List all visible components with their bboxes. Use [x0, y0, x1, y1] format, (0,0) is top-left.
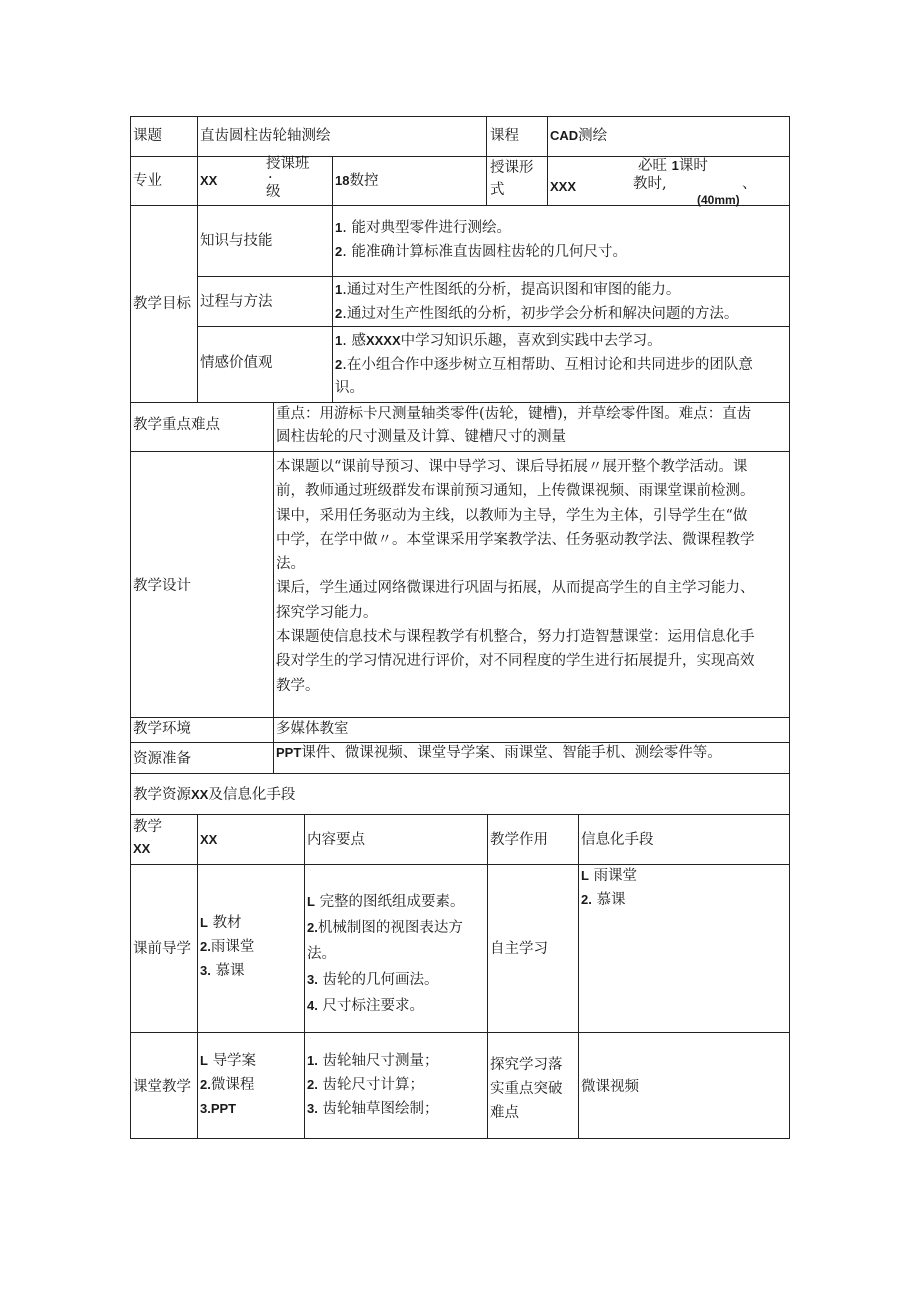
- design-text: [276, 455, 755, 698]
- list-item: L 导学案: [200, 1053, 257, 1069]
- col-header-stage: 教学 XX: [133, 819, 162, 856]
- key-points-text: [276, 403, 751, 449]
- list-item: 2.微课程: [200, 1077, 255, 1093]
- row1-content: [307, 889, 465, 1019]
- row2-stage: 课堂教学: [133, 1079, 191, 1095]
- emotion-item-2: 2.在小组合作中逐步树立互相帮助、互相讨论和共同进步的团队意: [335, 357, 753, 373]
- col-header-role: 教学作用: [490, 832, 548, 848]
- list-item: 3. 齿轮的几何画法。: [307, 972, 439, 988]
- class-label-dot: ·: [268, 170, 273, 186]
- design-label: 教学设计: [133, 578, 191, 594]
- knowledge-label: 知识与技能: [200, 233, 273, 249]
- environment-value: 多媒体教室: [276, 721, 349, 737]
- course-code: CAD: [550, 128, 579, 143]
- design-line: 本课题以“课前导预习、课中导学习、课后导拓展〃展开整个教学活动。课: [276, 459, 748, 475]
- col-header-materials: XX: [200, 832, 218, 847]
- resources-prep-label: 资源准备: [133, 751, 191, 767]
- process-label: 过程与方法: [200, 294, 273, 310]
- emotion-label: 情感价值观: [200, 355, 273, 371]
- class-label-line1: 授课班: [266, 156, 310, 172]
- row1-materials: [200, 911, 254, 983]
- list-item: L 完整的图纸组成要素。: [307, 894, 465, 910]
- environment-label: 教学环境: [133, 721, 191, 737]
- list-item: 1. 齿轮轴尺寸测量；: [307, 1053, 439, 1069]
- list-item: L 雨课堂: [581, 868, 638, 884]
- form-label: [490, 157, 534, 201]
- course-value: [550, 125, 607, 147]
- class-value-num: 18: [335, 173, 350, 188]
- form-value: XXX: [550, 179, 577, 194]
- knowledge-item-1: 1. 能对典型零件进行测绘。: [335, 220, 511, 236]
- row1-stage: 课前导学: [133, 941, 191, 957]
- objectives-label: 教学目标: [133, 296, 191, 312]
- list-item: 3. 齿轮轴草图绘制；: [307, 1101, 439, 1117]
- class-label-line2: 级: [266, 184, 281, 200]
- topic-label: 课题: [133, 128, 162, 144]
- hours-a: 必旺: [638, 158, 667, 174]
- resources-prep-code: PPT: [276, 745, 302, 760]
- design-line: 教学。: [276, 677, 320, 694]
- design-line: 法。: [276, 556, 305, 573]
- hours-b: 课时: [678, 158, 708, 174]
- design-line: 探究学习能力。: [276, 604, 378, 621]
- class-value-text: 数控: [349, 173, 379, 189]
- form-label-line1: 授课形: [490, 160, 534, 176]
- hours-line1: [638, 156, 708, 176]
- major-label: 专业: [133, 173, 162, 189]
- resources-section-title: 教学资源XX及信息化手段: [133, 787, 296, 803]
- list-item: 法。: [307, 946, 336, 962]
- resources-prep-value: [276, 742, 722, 764]
- design-line: 段对学生的学习情况进行评价，对不同程度的学生进行拓展提升，实现高效: [276, 653, 755, 670]
- course-text: 测绘: [578, 128, 608, 144]
- process-item-1: 1.通过对生产性图纸的分析，提高识图和审图的能力。: [335, 282, 681, 298]
- emotion-item-1: 1. 感XXXX中学习知识乐趣，喜欢到实践中去学习。: [335, 333, 662, 349]
- list-item: 2. 慕课: [581, 892, 626, 908]
- resources-prep-text: 课件、微课视频、课堂导学案、雨课堂、智能手机、测绘零件等。: [301, 745, 722, 761]
- class-label: [266, 156, 310, 200]
- emotion-items: [335, 329, 753, 400]
- list-item: 2.雨课堂: [200, 939, 255, 955]
- key-points-line-2: 圆柱齿轮的尺寸测量及计算、键槽尺寸的测量: [276, 429, 566, 445]
- col-header-content: 内容要点: [307, 832, 365, 848]
- row2-materials: [200, 1049, 256, 1121]
- row1-role: 自主学习: [490, 941, 548, 957]
- knowledge-item-2: 2. 能准确计算标准直齿圆柱齿轮的几何尺寸。: [335, 244, 627, 260]
- process-item-2: 2.通过对生产性图纸的分析，初步学会分析和解决问题的方法。: [335, 306, 739, 322]
- hours-comma: 、: [742, 176, 757, 192]
- key-points-label: 教学重点难点: [133, 417, 220, 433]
- knowledge-items: [335, 216, 627, 264]
- hours-line2: 教时,: [633, 176, 667, 192]
- col-header-info: 信息化手段: [581, 832, 654, 848]
- design-line: 本课题使信息技术与课程教学有机整合，努力打造智慧课堂：运用信息化手: [276, 629, 755, 646]
- major-value: XX: [200, 173, 218, 188]
- topic-value: 直齿圆柱齿轮轴测绘: [200, 128, 331, 144]
- key-points-line-1: 重点：用游标卡尺测量轴类零件(齿轮，键槽)，并草绘零件图。难点：直齿: [276, 406, 752, 422]
- process-items: [335, 278, 738, 326]
- design-line: 课后，学生通过网络微课进行巩固与拓展，从而提高学生的自主学习能力、: [276, 580, 755, 597]
- course-label: 课程: [490, 128, 519, 144]
- row2-content: [307, 1049, 438, 1121]
- list-item: 2.机械制图的视图表达方: [307, 920, 463, 936]
- hours-line3: (40mm): [697, 193, 740, 207]
- class-value: [335, 170, 378, 192]
- list-item: 3. 慕课: [200, 963, 245, 979]
- row1-info: [581, 864, 637, 912]
- hours-num: 1: [671, 158, 679, 173]
- row2-info: 微课视频: [581, 1079, 639, 1095]
- row2-role: 探究学习落 实重点突破 难点: [490, 1057, 563, 1121]
- design-line: 前，教师通过班级群发布课前预习通知，上传微课视频、雨课堂课前检测。: [276, 483, 755, 500]
- list-item: L 教材: [200, 915, 242, 931]
- form-label-line2: 式: [490, 182, 505, 198]
- design-line: 课中，采用任务驱动为主线，以教师为主导，学生为主体，引导学生在“做: [276, 507, 748, 524]
- design-line: 中学，在学中做〃。本堂课采用学案教学法、任务驱动教学法、微课程教学: [276, 531, 755, 548]
- list-item: 2. 齿轮尺寸计算；: [307, 1077, 424, 1093]
- list-item: 3.PPT: [200, 1101, 237, 1116]
- list-item: 4. 尺寸标注要求。: [307, 998, 424, 1014]
- emotion-item-2-cont: 识。: [335, 380, 364, 396]
